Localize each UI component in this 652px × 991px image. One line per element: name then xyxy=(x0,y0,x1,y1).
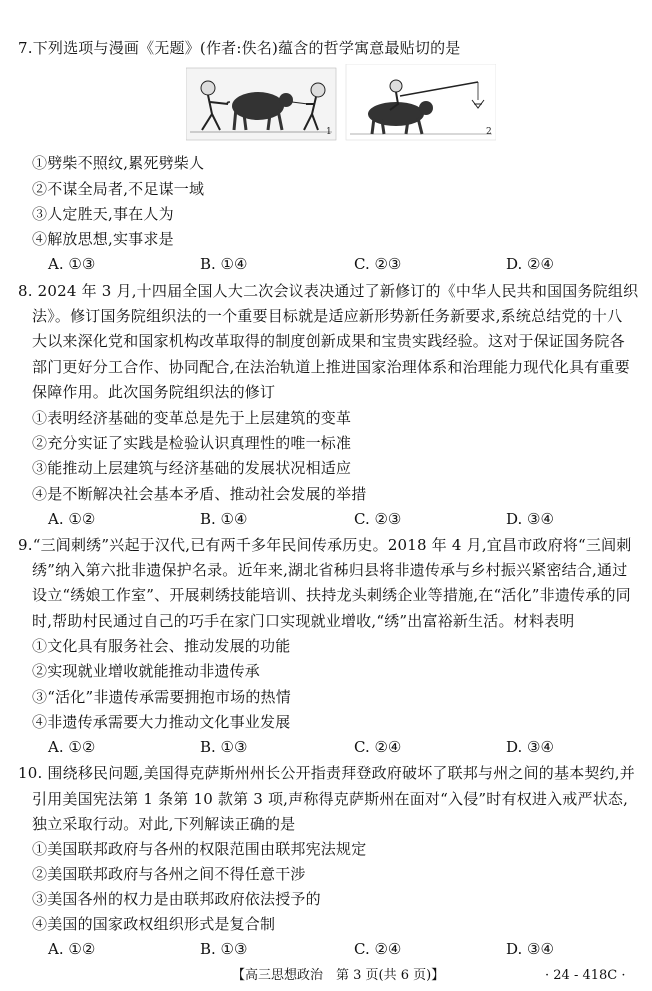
q7-choice-b[interactable]: B. ①④ xyxy=(200,255,248,273)
q8-choice-c[interactable]: C. ②③ xyxy=(354,510,402,528)
q7-stem: 7.下列选项与漫画《无题》(作者:佚名)蕴含的哲学寓意最贴切的是 xyxy=(18,39,461,57)
q7-option-4: ④解放思想,实事求是 xyxy=(32,230,174,248)
q10-option-1: ①美国联邦政府与各州的权限范围由联邦宪法规定 xyxy=(32,840,367,858)
panel-1-label: 1 xyxy=(326,127,332,137)
footer-page-info: 【高三思想政治 第 3 页(共 6 页)】 xyxy=(232,968,445,983)
q10-choice-c[interactable]: C. ②④ xyxy=(354,940,402,958)
q8-option-4: ④是不断解决社会基本矛盾、推动社会发展的举措 xyxy=(32,485,367,503)
q8-choice-d[interactable]: D. ③④ xyxy=(506,510,554,528)
q8-stem-line-4: 部门更好分工合作、协同配合,在法治轨道上推进国家治理体系和治理能力现代化具有重要 xyxy=(32,358,630,376)
page-footer xyxy=(0,966,652,986)
q10-option-4: ④美国的国家政权组织形式是复合制 xyxy=(32,915,276,933)
q9-choice-c[interactable]: C. ②④ xyxy=(354,738,402,756)
cartoon-figure xyxy=(186,64,496,142)
q10-stem-line-2: 引用美国宪法第 1 条第 10 款第 3 项,声称得克萨斯州在面对“入侵”时有权进入戒严状态, xyxy=(32,790,629,808)
q8-option-1: ①表明经济基础的变革总是先于上层建筑的变革 xyxy=(32,409,352,427)
q10-stem-line-3: 独立采取行动。对此,下列解读正确的是 xyxy=(32,815,296,833)
q8-choices xyxy=(48,509,608,529)
q10-choice-b[interactable]: B. ①③ xyxy=(200,940,248,958)
q10-option-2: ②美国联邦政府与各州之间不得任意干涉 xyxy=(32,865,306,883)
q10-choice-d[interactable]: D. ③④ xyxy=(506,940,554,958)
q10-choices xyxy=(48,939,608,959)
q10-option-3: ③美国各州的权力是由联邦政府依法授予的 xyxy=(32,890,321,908)
panel-2-label: 2 xyxy=(486,127,492,137)
q9-stem-line-4: 时,帮助村民通过自己的巧手在家门口实现就业增收,“绣”出富裕新生活。材料表明 xyxy=(32,612,575,630)
q9-stem-line-2: 绣”纳入第六批非遗保护名录。近年来,湖北省秭归县将非遗传承与乡村振兴紧密结合,通过 xyxy=(32,561,628,579)
q7-option-1: ①劈柴不照纹,累死劈柴人 xyxy=(32,154,205,172)
q9-option-1: ①文化具有服务社会、推动发展的功能 xyxy=(32,637,291,655)
q8-stem-line-2: 法》。修订国务院组织法的一个重要目标就是适应新形势新任务新要求,系统总结党的十八 xyxy=(32,307,623,325)
q8-stem-line-5: 保障作用。此次国务院组织法的修订 xyxy=(32,383,276,401)
q8-choice-b[interactable]: B. ①④ xyxy=(200,510,248,528)
q9-option-4: ④非遗传承需要大力推动文化事业发展 xyxy=(32,713,291,731)
q10-stem-line-1: 10. 围绕移民问题,美国得克萨斯州州长公开指责拜登政府破坏了联邦与州之间的基本契约,并 xyxy=(18,764,635,782)
q9-choice-a[interactable]: A. ①② xyxy=(48,738,96,756)
q9-stem-line-3: 设立“绣娘工作室”、开展刺绣技能培训、扶持龙头刺绣企业等措施,在“活化”非遗传承的同 xyxy=(32,586,631,604)
q8-stem-line-3: 大以来深化党和国家机构改革取得的制度创新成果和宝贵实践经验。这对于保证国务院各 xyxy=(32,332,625,350)
q9-choices xyxy=(48,737,608,757)
q10-choice-a[interactable]: A. ①② xyxy=(48,940,96,958)
q7-option-3: ③人定胜天,事在人为 xyxy=(32,205,174,223)
q9-option-2: ②实现就业增收就能推动非遗传承 xyxy=(32,662,261,680)
q8-option-2: ②充分实证了实践是检验认识真理性的唯一标准 xyxy=(32,434,352,452)
q7-choice-a[interactable]: A. ①③ xyxy=(48,255,96,273)
q7-choices xyxy=(48,254,608,274)
q7-choice-c[interactable]: C. ②③ xyxy=(354,255,402,273)
q9-choice-d[interactable]: D. ③④ xyxy=(506,738,554,756)
footer-exam-code: · 24 - 418C · xyxy=(545,968,626,983)
q8-stem-line-1: 8. 2024 年 3 月,十四届全国人大二次会议表决通过了新修订的《中华人民共和国国务院组织 xyxy=(18,282,639,300)
q9-option-3: ③“活化”非遗传承需要拥抱市场的热情 xyxy=(32,688,291,706)
q9-stem-line-1: 9.“三闾刺绣”兴起于汉代,已有两千多年民间传承历史。2018 年 4 月,宜昌市政府将“三闾刺 xyxy=(18,536,632,554)
q8-option-3: ③能推动上层建筑与经济基础的发展状况相适应 xyxy=(32,459,352,477)
q9-choice-b[interactable]: B. ①③ xyxy=(200,738,248,756)
cartoon-panel-2 xyxy=(346,64,496,140)
q7-option-2: ②不谋全局者,不足谋一域 xyxy=(32,180,205,198)
q8-choice-a[interactable]: A. ①② xyxy=(48,510,96,528)
q7-choice-d[interactable]: D. ②④ xyxy=(506,255,554,273)
cartoon-panel-1 xyxy=(186,68,336,140)
